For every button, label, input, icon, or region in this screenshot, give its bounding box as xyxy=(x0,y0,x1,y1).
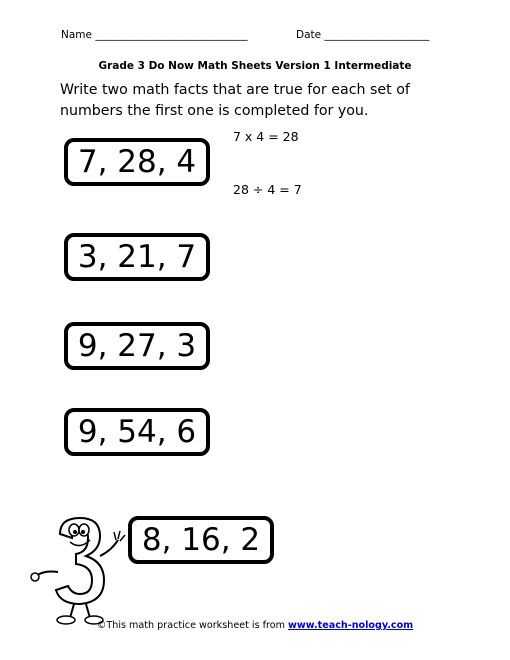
number-set-text: 9, 27, 3 xyxy=(77,328,197,364)
footer-text: ©This math practice worksheet is from xyxy=(96,620,289,631)
footer xyxy=(0,620,510,631)
worksheet-title: Grade 3 Do Now Math Sheets Version 1 Intermediate xyxy=(98,60,412,72)
number-set-text: 7, 28, 4 xyxy=(77,144,197,180)
number-set-text: 3, 21, 7 xyxy=(77,239,197,275)
number-three-mascot-icon xyxy=(30,510,126,626)
number-set-box-2 xyxy=(64,233,210,281)
number-set-text: 9, 54, 6 xyxy=(77,414,197,450)
instructions-text: Write two math facts that are true for each set of numbers the first one is completed for you. xyxy=(60,82,410,119)
number-set-box-4 xyxy=(64,408,210,456)
teach-nology-link[interactable]: www.teach-nology.com xyxy=(288,620,414,631)
number-set-box-5 xyxy=(128,516,274,564)
example-fact-multiplication: 7 x 4 = 28 xyxy=(233,129,299,144)
number-set-text: 8, 16, 2 xyxy=(141,522,261,558)
number-set-box-1 xyxy=(64,138,210,186)
name-field-line: Name _____________________________ xyxy=(61,29,248,41)
date-field-line: Date ____________________ xyxy=(296,29,430,41)
example-fact-division: 28 ÷ 4 = 7 xyxy=(233,182,302,197)
number-set-box-3 xyxy=(64,322,210,370)
